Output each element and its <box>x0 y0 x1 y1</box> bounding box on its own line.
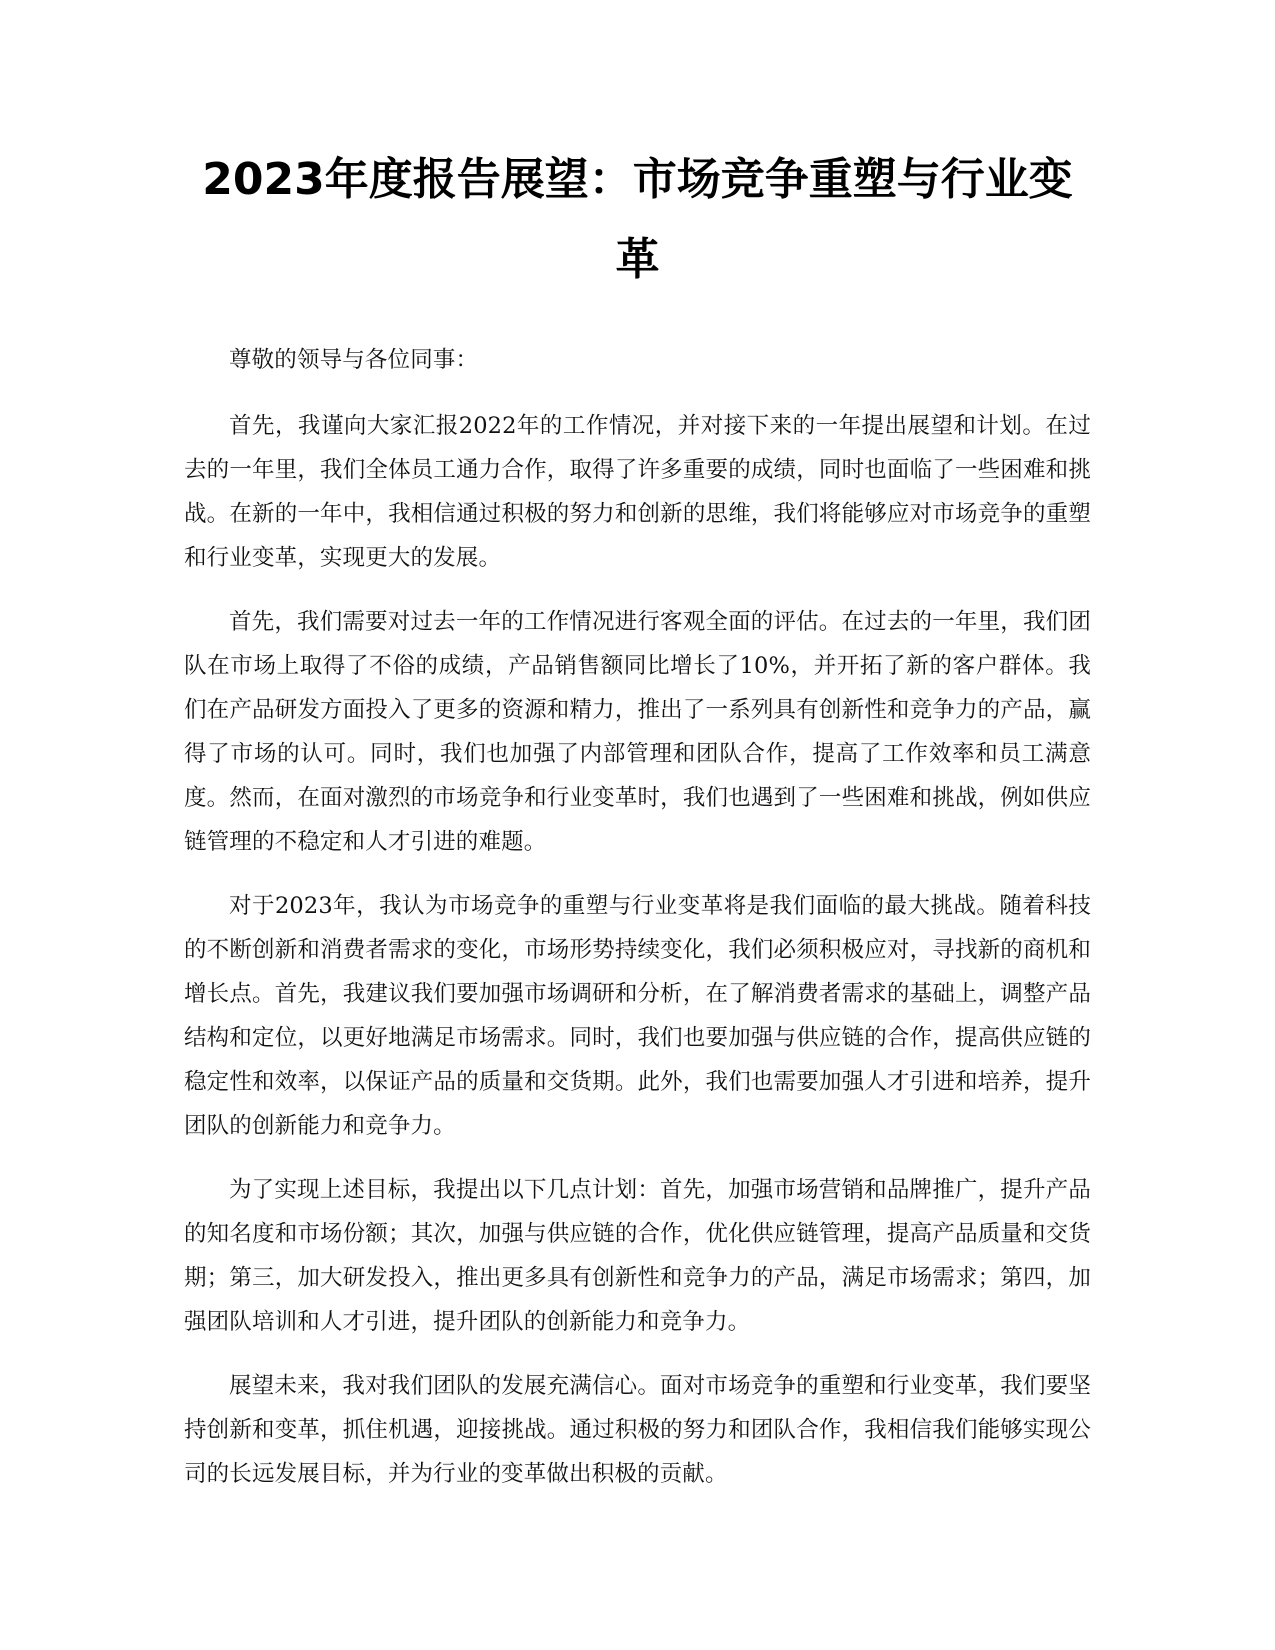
paragraph-1: 首先，我谨向大家汇报2022年的工作情况，并对接下来的一年提出展望和计划。在过去的一年里，我们全体员工通力合作，取得了许多重要的成绩，同时也面临了一些困难和挑战。在新的一年中，我相信通过积极的努力和创新的思维，我们将能够应对市场竞争的重塑和行业变革，实现更大的发展。 <box>184 413 1091 571</box>
paragraph-2: 首先，我们需要对过去一年的工作情况进行客观全面的评估。在过去的一年里，我们团队在市场上取得了不俗的成绩，产品销售额同比增长了10%，并开拓了新的客户群体。我们在产品研发方面投入了更多的资源和精力，推出了一系列具有创新性和竞争力的产品，赢得了市场的认可。同时，我们也加强了内部管理和团队合作，提高了工作效率和员工满意度。然而，在面对激烈的市场竞争和行业变革时，我们也遇到了一些困难和挑战，例如供应链管理的不稳定和人才引进的难题。 <box>184 609 1091 855</box>
paragraph-5: 展望未来，我对我们团队的发展充满信心。面对市场竞争的重塑和行业变革，我们要坚持创新和变革，抓住机遇，迎接挑战。通过积极的努力和团队合作，我相信我们能够实现公司的长远发展目标，并为行业的变革做出积极的贡献。 <box>184 1373 1091 1487</box>
document-title: 2023年度报告展望：市场竞争重塑与行业变革 <box>202 154 1073 285</box>
salutation: 尊敬的领导与各位同事： <box>229 347 479 373</box>
paragraph-4: 为了实现上述目标，我提出以下几点计划：首先，加强市场营销和品牌推广，提升产品的知名度和市场份额；其次，加强与供应链的合作，优化供应链管理，提高产品质量和交货期；第三，加大研发投入，推出更多具有创新性和竞争力的产品，满足市场需求；第四，加强团队培训和人才引进，提升团队的创新能力和竞争力。 <box>184 1177 1091 1335</box>
paragraph-3: 对于2023年，我认为市场竞争的重塑与行业变革将是我们面临的最大挑战。随着科技的不断创新和消费者需求的变化，市场形势持续变化，我们必须积极应对，寻找新的商机和增长点。首先，我建议我们要加强市场调研和分析，在了解消费者需求的基础上，调整产品结构和定位，以更好地满足市场需求。同时，我们也要加强与供应链的合作，提高供应链的稳定性和效率，以保证产品的质量和交货期。此外，我们也需要加强人才引进和培养，提升团队的创新能力和竞争力。 <box>184 893 1091 1139</box>
